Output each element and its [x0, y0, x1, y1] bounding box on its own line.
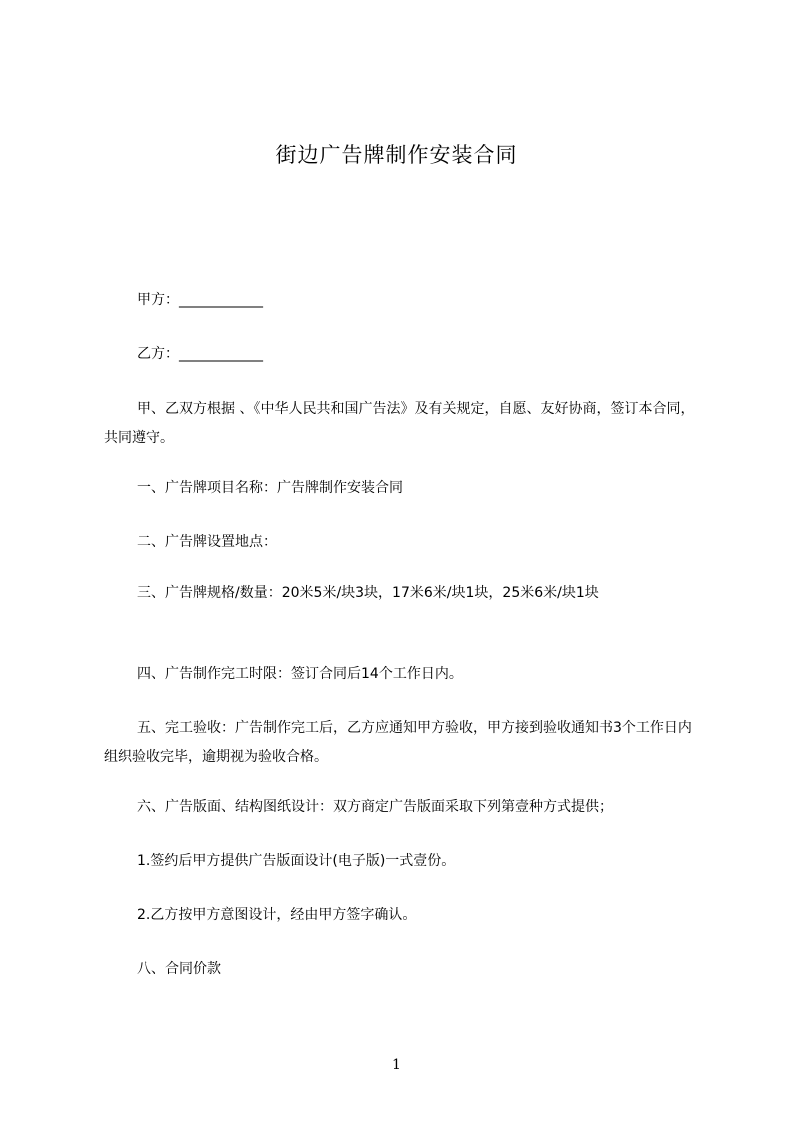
clause-location: 二、广告牌设置地点：	[137, 534, 277, 550]
document-title: 街边广告牌制作安装合同	[275, 143, 518, 167]
design-option-1: 1.签约后甲方提供广告版面设计(电子版)一式壹份。	[137, 853, 456, 869]
preamble-paragraph: 甲、乙双方根据 、《中华人民共和国广告法》及有关规定，自愿、友好协商，签订本合同，共同遵守。	[104, 401, 695, 446]
clause-project-name: 一、广告牌项目名称：广告牌制作安装合同	[137, 480, 403, 496]
party-b-line: 乙方：____________	[137, 346, 263, 362]
clause-contract-price: 八、合同价款	[137, 961, 221, 977]
clause-specification: 三、广告牌规格/数量：20米5米/块3块，17米6米/块1块，25米6米/块1块	[137, 585, 599, 601]
design-option-2: 2.乙方按甲方意图设计，经由甲方签字确认。	[137, 907, 417, 923]
party-a-line: 甲方：____________	[137, 292, 263, 308]
clause-acceptance: 五、完工验收：广告制作完工后，乙方应通知甲方验收，甲方接到验收通知书3个工作日内组织验收完毕，逾期视为验收合格。	[104, 720, 692, 765]
clause-completion-deadline: 四、广告制作完工时限：签订合同后14个工作日内。	[137, 666, 463, 682]
clause-design: 六、广告版面、结构图纸设计：双方商定广告版面采取下列第壹种方式提供；	[137, 799, 613, 815]
page-number: 1	[392, 1057, 401, 1073]
